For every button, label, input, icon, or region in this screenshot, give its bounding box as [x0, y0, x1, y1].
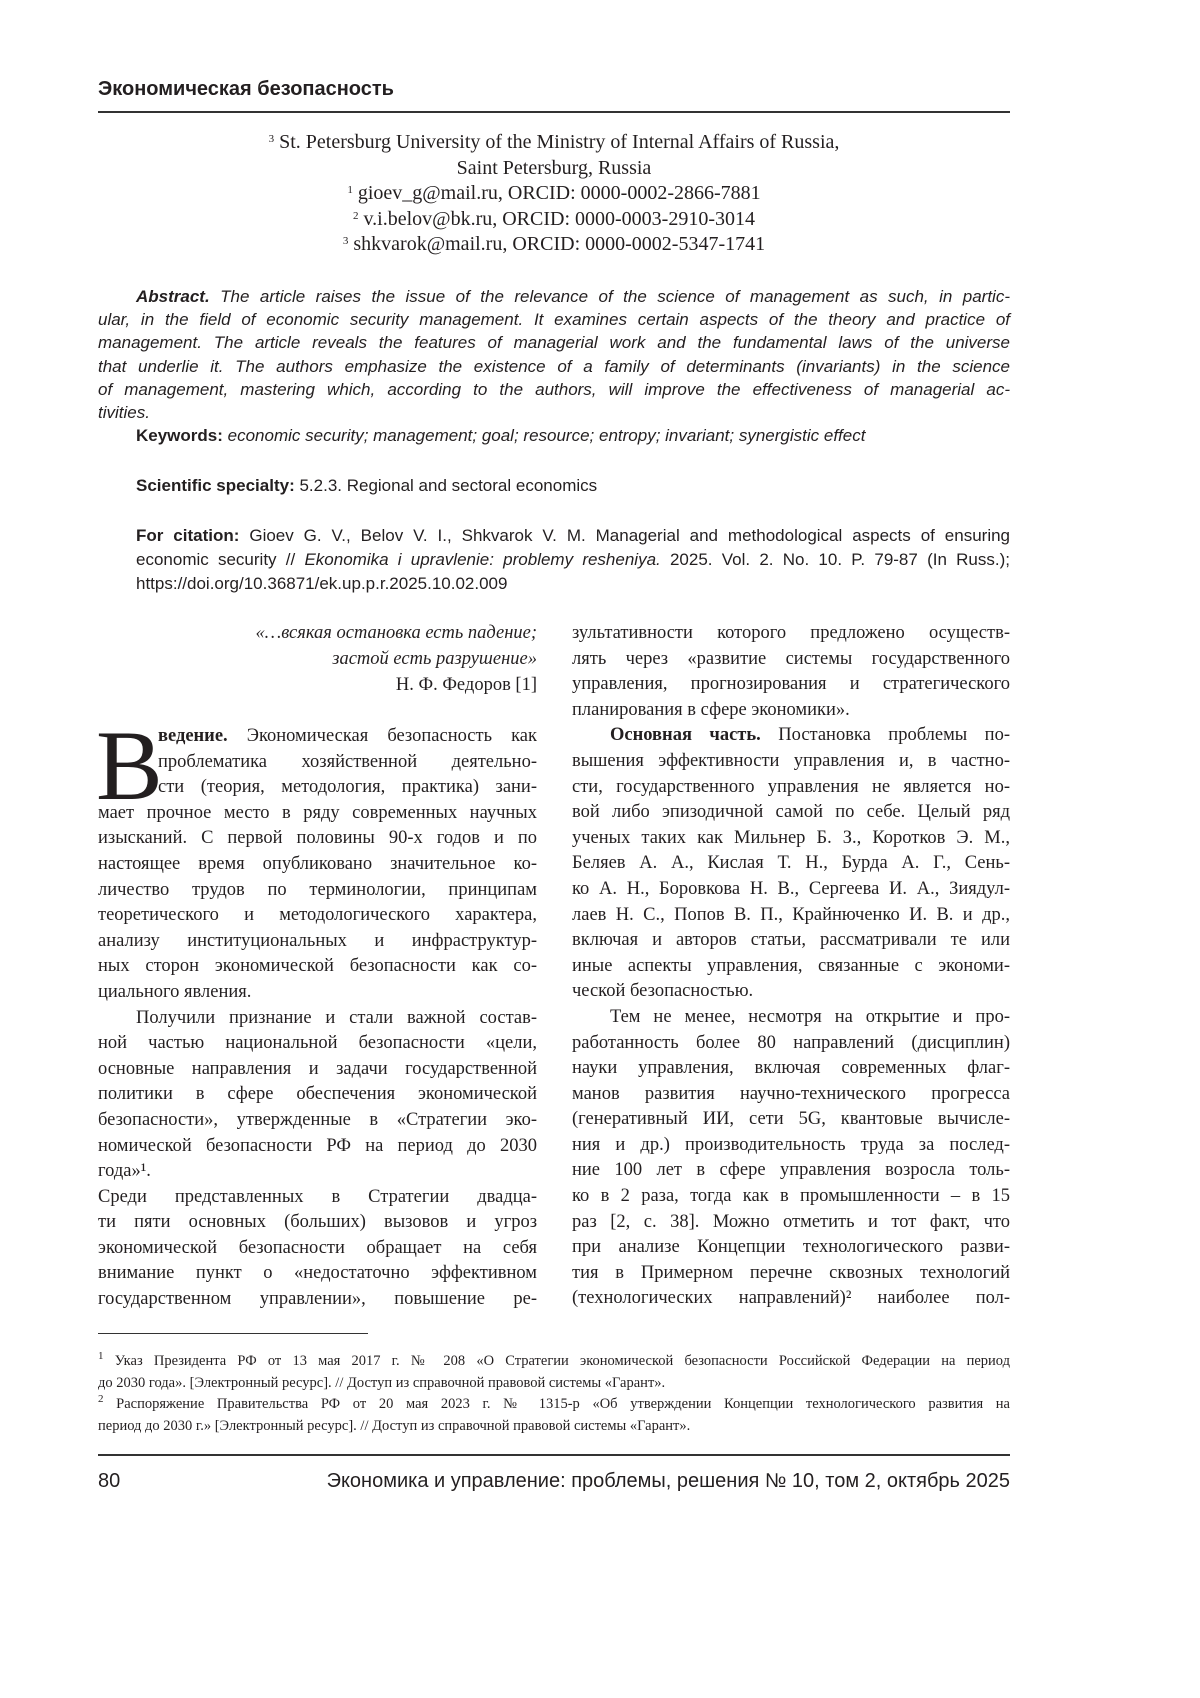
- paragraph-line: [98, 775, 537, 801]
- keywords: [136, 426, 865, 446]
- paragraph-line: [98, 852, 537, 878]
- citation-doi[interactable]: https://doi.org/10.36871/ek.up.p.r.2025.10.02.009: [136, 572, 1010, 596]
- footnote-text: Указ Президента РФ от 13 мая 2017 г. № 208 «О Стратегии экономической безопасности Российской Федерации на период: [104, 1353, 1011, 1369]
- epigraph-author: Н. Ф. Федоров [1]: [98, 672, 537, 698]
- paragraph-line: [572, 1235, 1010, 1261]
- affiliation-text: Saint Petersburg, Russia: [457, 157, 652, 179]
- citation-text: economic security //: [136, 550, 304, 569]
- paragraph-line: [98, 1236, 537, 1262]
- specialty-text: 5.2.3. Regional and sectoral economics: [295, 476, 597, 495]
- paragraph-line: [572, 723, 1010, 749]
- footnote-marker: 3: [269, 133, 275, 145]
- specialty-label: Scientific specialty:: [136, 476, 295, 495]
- keywords-label: Keywords:: [136, 426, 223, 445]
- paragraph-line: [98, 1006, 537, 1032]
- paragraph-text: настоящее время опубликовано значительное ко-: [98, 854, 537, 874]
- paragraph-line: [572, 954, 1010, 980]
- header-rule: [98, 111, 1010, 113]
- paragraph-text: ния и др.) производительность труда за послед-: [572, 1135, 1010, 1155]
- paragraph-text: Среди представленных в Стратегии двадца-: [98, 1187, 537, 1207]
- paragraph-line: [98, 1031, 537, 1057]
- footnote-line: [98, 1373, 1010, 1395]
- footnotes: [98, 1351, 1010, 1437]
- paragraph-text: Экономическая безопасность как: [228, 726, 537, 746]
- drop-cap: В: [96, 716, 163, 816]
- page-number: 80: [98, 1470, 120, 1493]
- paragraph-line: [98, 1261, 537, 1287]
- paragraph-line: [98, 1082, 537, 1108]
- abstract-line: [98, 355, 1010, 378]
- paragraph-text: работанность более 80 направлений (дисциплин): [572, 1033, 1010, 1053]
- footnote-text: Распоряжение Правительства РФ от 20 мая 2023 г. № 1315-р «Об утверждении Концепции технологического развития на: [104, 1396, 1011, 1412]
- paragraph-line: [572, 1031, 1010, 1057]
- paragraph-line: [572, 826, 1010, 852]
- paragraph-text: экономической безопасности обращает на себя: [98, 1238, 537, 1258]
- paragraph-text: анализу институциональных и инфраструктур-: [98, 931, 537, 951]
- paragraph-lead: Основная часть.: [610, 725, 761, 745]
- paragraph-text: номической безопасности РФ на период до 2030: [98, 1136, 537, 1156]
- paragraph-text: (генеративный ИИ, сети 5G, квантовые вычисле-: [572, 1109, 1010, 1129]
- abstract-line: [98, 378, 1010, 401]
- paragraph-line: [98, 878, 537, 904]
- paragraph-text: лять через «развитие системы государственного: [572, 649, 1010, 669]
- paragraph-text: вышения эффективности управления и, в частно-: [572, 751, 1010, 771]
- paragraph-text: (технологических направлений)² наиболее пол-: [572, 1288, 1010, 1308]
- paragraph-line: [572, 1133, 1010, 1159]
- paragraph-line: [572, 1005, 1010, 1031]
- paragraph-line: [572, 851, 1010, 877]
- paragraph-line: [98, 750, 537, 776]
- paragraph-text: государственном управлении», повышение ре-: [98, 1289, 537, 1309]
- paragraph-text: ных сторон экономической безопасности как со-: [98, 956, 537, 976]
- affiliation-text: St. Petersburg University of the Ministry of Internal Affairs of Russia,: [274, 131, 839, 153]
- paragraph-text: зультативности которого предложено осуществ-: [572, 623, 1010, 643]
- abstract-line: [98, 308, 1010, 331]
- paragraph-line: [572, 928, 1010, 954]
- paragraph-text: управления, прогнозирования и стратегического: [572, 674, 1010, 694]
- paragraph-line: [572, 621, 1010, 647]
- footer-rule: [98, 1454, 1010, 1456]
- paragraph-line: [572, 1184, 1010, 1210]
- epigraph-line: застой есть разрушение»: [98, 646, 537, 672]
- footnote-line: [98, 1351, 1010, 1373]
- paragraph-text: науки управления, включая современных флаг-: [572, 1058, 1010, 1078]
- paragraph-line: [572, 775, 1010, 801]
- paragraph-text: теоретического и методологического характера,: [98, 905, 537, 925]
- paragraph-text: Тем не менее, несмотря на открытие и про-: [610, 1007, 1010, 1027]
- citation-label: For citation:: [136, 526, 239, 545]
- abstract-line: [98, 285, 1010, 308]
- paragraph-text: безопасности», утвержденные в «Стратегии эко-: [98, 1110, 537, 1130]
- paragraph-text: ко в 2 раза, тогда как в промышленности – в 15: [572, 1186, 1010, 1206]
- abstract-line: [98, 401, 1010, 424]
- paragraph-line: [572, 672, 1010, 698]
- paragraph-line: [572, 1210, 1010, 1236]
- paragraph-text: изысканий. С первой половины 90-х годов и по: [98, 828, 537, 848]
- paragraph-text: включая и авторов статьи, рассматривали те или: [572, 930, 1010, 950]
- footnote-marker: 3: [343, 235, 349, 247]
- affiliation-line: [98, 130, 1010, 156]
- paragraph-text: мает прочное место в ряду современных научных: [98, 803, 537, 823]
- paragraph-line: [572, 877, 1010, 903]
- affiliation-line: [98, 156, 1010, 182]
- paragraph-text: вой либо эпизодичной самой по себе. Целый ряд: [572, 802, 1010, 822]
- paragraph-line: [572, 1107, 1010, 1133]
- page-footer: [98, 1470, 1010, 1493]
- paragraph-text: политики в сфере обеспечения экономической: [98, 1084, 537, 1104]
- footnote-number: 2: [98, 1393, 104, 1405]
- paragraph-line: [98, 1185, 537, 1211]
- affiliation-text: shkvarok@mail.ru, ORCID: 0000-0002-5347-1741: [348, 233, 765, 255]
- paragraph-line: [98, 929, 537, 955]
- paragraph-text: раз [2, с. 38]. Можно отметить и тот факт, что: [572, 1212, 1010, 1232]
- affiliations: [98, 130, 1010, 258]
- citation-text: 2025. Vol. 2. No. 10. P. 79-87 (In Russ.);: [661, 550, 1010, 569]
- paragraph-line: [572, 1158, 1010, 1184]
- footnote-rule: [98, 1333, 368, 1334]
- paragraph-line: [98, 1057, 537, 1083]
- footnote-marker: 2: [353, 210, 359, 222]
- paragraph-text: иные аспекты управления, связанные с экономи-: [572, 956, 1010, 976]
- right-column: [572, 621, 1010, 1312]
- paragraph-text: года»¹.: [98, 1161, 151, 1181]
- paragraph-line: [572, 979, 1010, 1005]
- footnote-number: 1: [98, 1350, 104, 1362]
- paragraph-line: [572, 903, 1010, 929]
- footnote-marker: 1: [347, 184, 353, 196]
- affiliation-line: [98, 232, 1010, 258]
- paragraph-line: [98, 1108, 537, 1134]
- abstract-text: tivities.: [98, 403, 150, 422]
- paragraph-line: [98, 1134, 537, 1160]
- paragraph-text: сти (теория, методология, практика) зани-: [158, 777, 537, 797]
- paragraph-text: ние 100 лет в сфере управления возросла толь-: [572, 1160, 1010, 1180]
- abstract-text: The article raises the issue of the relevance of the science of management as such, in partic-: [210, 287, 1010, 306]
- footnote-line: [98, 1394, 1010, 1416]
- citation-line: [136, 548, 1010, 572]
- paragraph-text: ученых таких как Мильнер Б. З., Коротков Э. М.,: [572, 828, 1010, 848]
- paragraph-text: проблематика хозяйственной деятельно-: [158, 752, 537, 772]
- paragraph-text: ти пяти основных (больших) вызовов и угроз: [98, 1212, 537, 1232]
- citation-journal: Ekonomika i upravlenie: problemy resheniya.: [304, 550, 660, 569]
- affiliation-line: [98, 181, 1010, 207]
- paragraph-text: Беляев А. А., Кислая Т. Н., Бурда А. Г., Сень-: [572, 853, 1010, 873]
- paragraph-text: Получили признание и стали важной состав-: [136, 1008, 537, 1028]
- paragraph-line: [98, 1159, 537, 1185]
- citation: [136, 524, 1010, 596]
- paragraph-line: [98, 903, 537, 929]
- paragraph-lead: ведение.: [158, 726, 228, 746]
- paragraph-text: ной частью национальной безопасности «цели,: [98, 1033, 537, 1053]
- abstract-text: management. The article reveals the features of managerial work and the fundamental laws of the universe: [98, 333, 1010, 352]
- epigraph: [98, 620, 537, 698]
- paragraph-line: [572, 749, 1010, 775]
- paragraph-text: ческой безопасностью.: [572, 981, 753, 1001]
- paragraph-line: [98, 826, 537, 852]
- paragraph-line: [572, 698, 1010, 724]
- journal-title: Экономика и управление: проблемы, решения № 10, том 2, октябрь 2025: [327, 1470, 1010, 1493]
- abstract-text: that underlie it. The authors emphasize the existence of a family of determinants (invariants) in the science: [98, 357, 1010, 376]
- footnote-text: до 2030 года». [Электронный ресурс]. // Доступ из справочной правовой системы «Гарант».: [98, 1375, 665, 1391]
- paragraph-text: Постановка проблемы по-: [761, 725, 1010, 745]
- paragraph-text: при анализе Концепции технологического разви-: [572, 1237, 1010, 1257]
- paragraph-text: ко А. Н., Боровкова Н. В., Сергеева И. А., Зиядул-: [572, 879, 1010, 899]
- scientific-specialty: [136, 476, 597, 496]
- abstract: [98, 285, 1010, 424]
- left-column: [98, 724, 537, 1313]
- abstract-text: ular, in the field of economic security management. It examines certain aspects of the theory and practice of: [98, 310, 1010, 329]
- section-header: Экономическая безопасность: [98, 78, 394, 101]
- footnote-line: [98, 1416, 1010, 1438]
- citation-line: [136, 524, 1010, 548]
- paragraph-text: лаев Н. С., Попов В. П., Крайнюченко И. В. и др.,: [572, 905, 1010, 925]
- paragraph-line: [98, 1287, 537, 1313]
- paragraph-text: манов развития научно-технического прогресса: [572, 1084, 1010, 1104]
- abstract-label: Abstract.: [136, 287, 210, 306]
- paragraph-text: циального явления.: [98, 982, 251, 1002]
- footnote-text: период до 2030 г.» [Электронный ресурс]. // Доступ из справочной правовой системы «Гарант».: [98, 1418, 690, 1434]
- affiliation-line: [98, 207, 1010, 233]
- paragraph-line: [572, 1286, 1010, 1312]
- keywords-text: economic security; management; goal; resource; entropy; invariant; synergistic effect: [223, 426, 866, 445]
- paragraph-line: [98, 801, 537, 827]
- citation-text: Gioev G. V., Belov V. I., Shkvarok V. M. Managerial and methodological aspects of ensuring: [239, 526, 1010, 545]
- paragraph-text: внимание пункт о «недостаточно эффективном: [98, 1263, 537, 1283]
- paragraph-line: [572, 647, 1010, 673]
- paragraph-text: личество трудов по терминологии, принципам: [98, 880, 537, 900]
- epigraph-line: «…всякая остановка есть падение;: [98, 620, 537, 646]
- paragraph-line: [98, 954, 537, 980]
- paragraph-line: [98, 1210, 537, 1236]
- paragraph-text: основные направления и задачи государственной: [98, 1059, 537, 1079]
- paragraph-line: [572, 1056, 1010, 1082]
- paragraph-text: планирования в сфере экономики».: [572, 700, 850, 720]
- abstract-line: [98, 331, 1010, 354]
- paragraph-text: сти, государственного управления не является но-: [572, 777, 1010, 797]
- abstract-text: of management, mastering which, according to the authors, will improve the effectiveness of managerial ac-: [98, 380, 1010, 399]
- paragraph-line: [98, 980, 537, 1006]
- paragraph-text: тия в Примерном перечне сквозных технологий: [572, 1263, 1010, 1283]
- paragraph-line: [98, 724, 537, 750]
- paragraph-line: [572, 1261, 1010, 1287]
- paragraph-line: [572, 1082, 1010, 1108]
- affiliation-text: gioev_g@mail.ru, ORCID: 0000-0002-2866-7881: [353, 182, 761, 204]
- affiliation-text: v.i.belov@bk.ru, ORCID: 0000-0003-2910-3014: [358, 208, 755, 230]
- paragraph-line: [572, 800, 1010, 826]
